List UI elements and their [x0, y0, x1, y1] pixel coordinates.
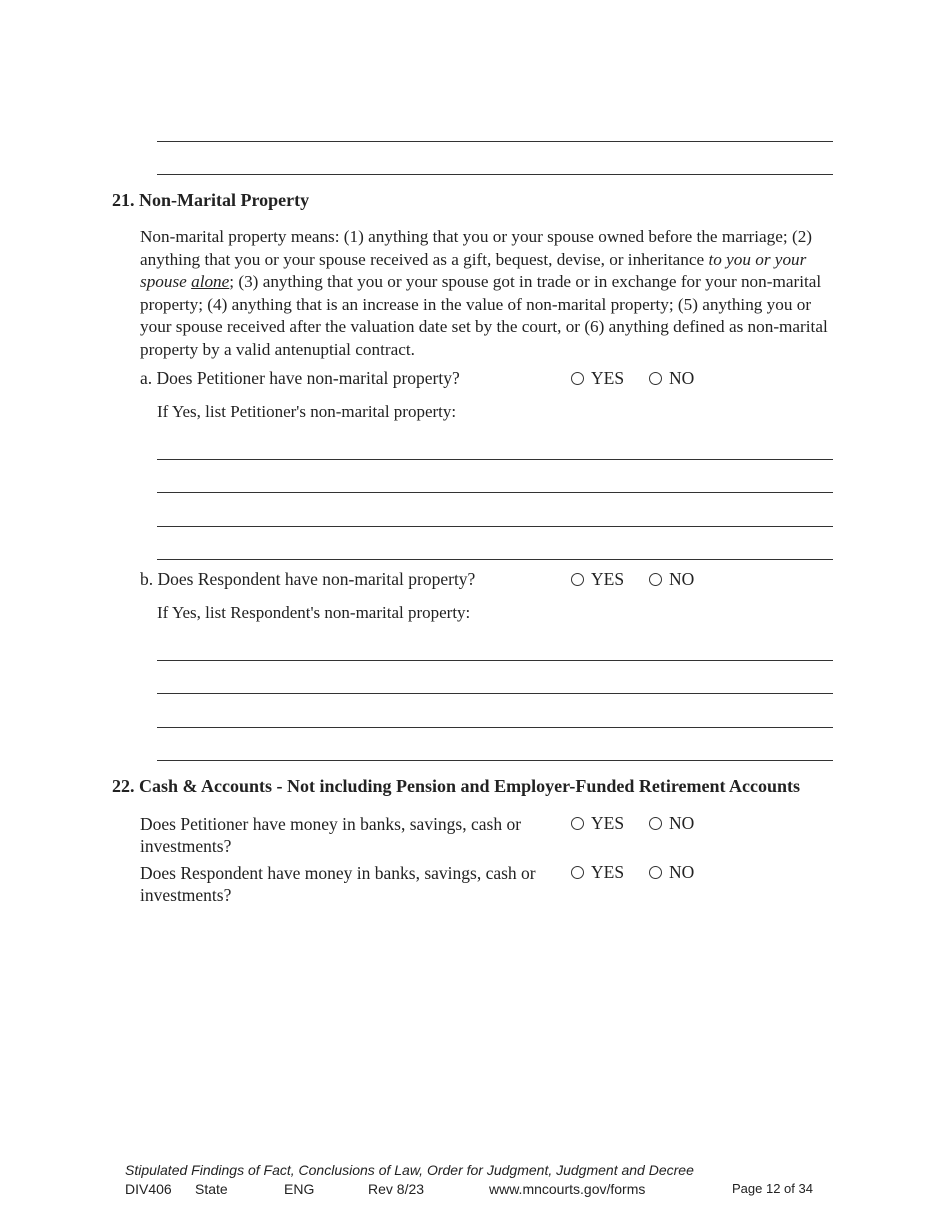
no-label: NO — [669, 862, 695, 882]
radio-icon[interactable] — [649, 372, 662, 385]
section-22-heading: 22. Cash & Accounts - Not including Pension and Employer-Funded Retirement Accounts — [112, 776, 801, 796]
non-marital-definition — [140, 226, 836, 361]
definition-text-1: Non-marital property means: (1) anything that you or your spouse owned before the marriage; (2) anything that you or your spouse received as a gift, bequest, devise, or inheritance — [140, 227, 813, 269]
respondent-property-line[interactable] — [157, 727, 833, 728]
respondent-property-line[interactable] — [157, 760, 833, 761]
radio-icon[interactable] — [649, 866, 662, 879]
petitioner-property-line[interactable] — [157, 559, 833, 560]
no-label: NO — [669, 569, 695, 589]
footer-jurisdiction: State — [195, 1181, 228, 1197]
respondent-cash-no[interactable] — [649, 862, 694, 883]
radio-icon[interactable] — [571, 372, 584, 385]
respondent-list-label: If Yes, list Respondent's non-marital property: — [157, 603, 471, 622]
yes-label: YES — [591, 569, 625, 589]
petitioner-property-line[interactable] — [157, 492, 833, 493]
respondent-cash-yes[interactable] — [571, 862, 624, 883]
respondent-property-line[interactable] — [157, 693, 833, 694]
section-21-heading: 21. Non-Marital Property — [112, 190, 310, 210]
question-respondent-cash: Does Respondent have money in banks, savings, cash or investments? — [140, 863, 536, 905]
answer-line[interactable] — [157, 174, 833, 175]
petitioner-non-marital-no[interactable] — [649, 368, 694, 389]
footer-form-title: Stipulated Findings of Fact, Conclusions of Law, Order for Judgment, Judgment and Decree — [125, 1162, 694, 1178]
respondent-non-marital-yes[interactable] — [571, 569, 624, 590]
radio-icon[interactable] — [571, 817, 584, 830]
petitioner-property-line[interactable] — [157, 526, 833, 527]
petitioner-list-label: If Yes, list Petitioner's non-marital property: — [157, 402, 457, 421]
footer-page-number: Page 12 of 34 — [732, 1181, 813, 1196]
no-label: NO — [669, 813, 695, 833]
petitioner-non-marital-yes[interactable] — [571, 368, 624, 389]
yes-label: YES — [591, 368, 625, 388]
radio-icon[interactable] — [571, 866, 584, 879]
definition-underlined: alone — [191, 272, 230, 291]
petitioner-cash-no[interactable] — [649, 813, 694, 834]
footer-language: ENG — [284, 1181, 315, 1197]
footer-form-id: DIV406 — [125, 1181, 172, 1197]
petitioner-cash-yes[interactable] — [571, 813, 624, 834]
respondent-non-marital-no[interactable] — [649, 569, 694, 590]
yes-label: YES — [591, 813, 625, 833]
radio-icon[interactable] — [649, 817, 662, 830]
footer-revision: Rev 8/23 — [368, 1181, 425, 1197]
definition-italic: to you or your spouse — [140, 249, 807, 291]
definition-text-2: ; (3) anything that you or your spouse got in trade or in exchange for your non-marital property; (4) anything that is an increase in the value of non-marital property; (5) anything you or your spouse received after the valuation date set by the court, or (6) anything defined as non-marital property by a valid antenuptial contract. — [140, 272, 828, 359]
radio-icon[interactable] — [649, 573, 662, 586]
respondent-property-line[interactable] — [157, 660, 833, 661]
petitioner-property-line[interactable] — [157, 459, 833, 460]
question-respondent-non-marital: b. Does Respondent have non-marital property? — [140, 569, 476, 589]
radio-icon[interactable] — [571, 573, 584, 586]
question-petitioner-non-marital: a. Does Petitioner have non-marital property? — [140, 368, 460, 388]
footer-url: www.mncourts.gov/forms — [489, 1181, 646, 1197]
answer-line[interactable] — [157, 141, 833, 142]
yes-label: YES — [591, 862, 625, 882]
no-label: NO — [669, 368, 695, 388]
question-petitioner-cash: Does Petitioner have money in banks, savings, cash or investments? — [140, 814, 522, 856]
